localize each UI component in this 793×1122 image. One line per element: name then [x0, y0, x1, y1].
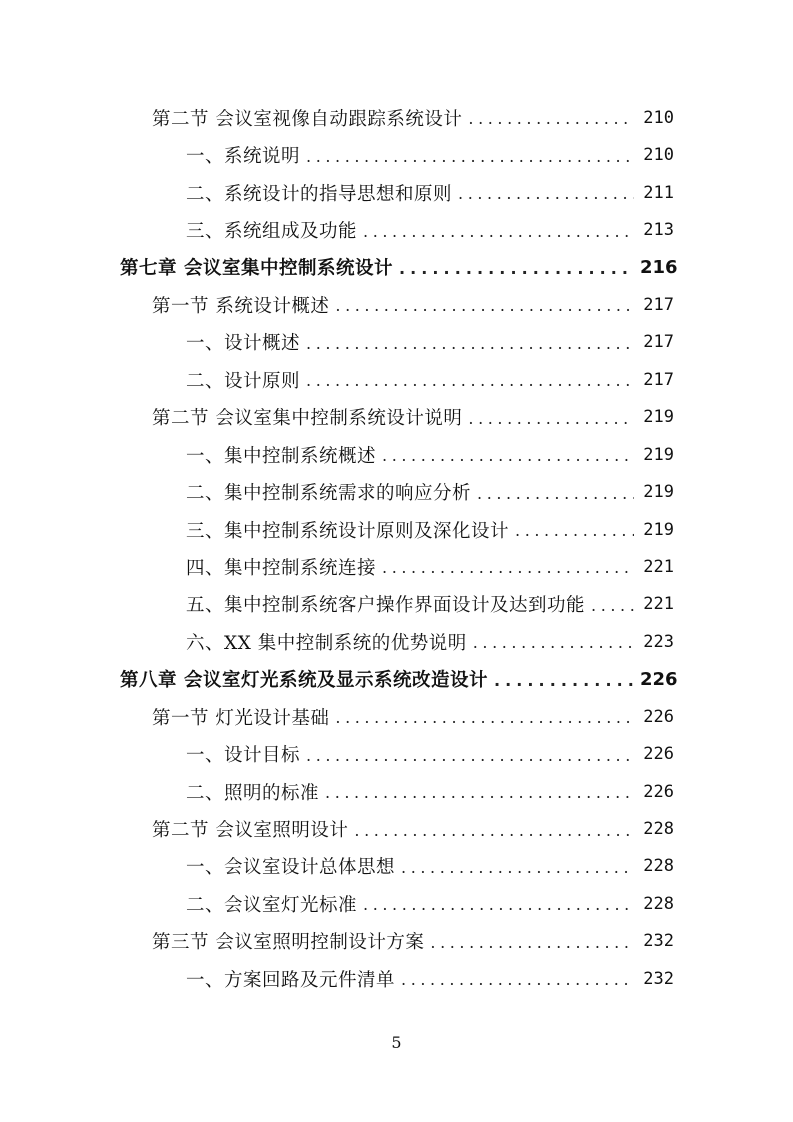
- toc-entry-title: 一、系统说明: [186, 146, 301, 168]
- toc-entry-page: 217: [643, 369, 674, 390]
- toc-leader-dots: [468, 109, 634, 128]
- toc-leader-dots: [399, 259, 634, 278]
- toc-entry-page: 228: [643, 856, 674, 877]
- toc-entry-page: 216: [640, 256, 678, 278]
- toc-leader-dots: [363, 222, 634, 241]
- toc-leader-dots: [335, 708, 634, 727]
- toc-entry[interactable]: [0, 623, 674, 660]
- toc-entry[interactable]: [0, 548, 674, 585]
- toc-entry[interactable]: [0, 735, 674, 772]
- toc-entry-title: 第二节 会议室视像自动跟踪系统设计: [152, 108, 463, 130]
- toc-entry-page: 232: [643, 968, 674, 989]
- toc-leader-dots: [354, 821, 634, 840]
- toc-entry[interactable]: [0, 773, 674, 810]
- toc-entry-page: 219: [643, 444, 674, 465]
- toc-entry-title: 第二节 会议室照明设计: [152, 820, 349, 842]
- toc-leader-dots: [335, 296, 634, 315]
- toc-entry-title: 第一节 灯光设计基础: [152, 707, 330, 729]
- toc-leader-dots: [477, 484, 634, 503]
- toc-entry-title: 二、会议室灯光标准: [186, 894, 358, 916]
- toc-entry[interactable]: [0, 511, 674, 548]
- toc-entry-title: 二、照明的标准: [186, 782, 320, 804]
- toc-entry[interactable]: [0, 324, 674, 361]
- toc-entry-title: 一、设计概述: [186, 333, 301, 355]
- toc-entry-title: 四、集中控制系统连接: [186, 557, 377, 579]
- toc-entry-page: 210: [643, 145, 674, 166]
- toc-entry[interactable]: [0, 136, 674, 173]
- toc-leader-dots: [473, 633, 634, 652]
- toc-leader-dots: [363, 895, 634, 914]
- toc-entry-title: 第七章 会议室集中控制系统设计: [120, 258, 393, 280]
- page-number: 5: [391, 1033, 402, 1052]
- toc-leader-dots: [430, 933, 634, 952]
- toc-entry[interactable]: [0, 923, 674, 960]
- toc-entry-page: 232: [643, 931, 674, 952]
- toc-entry[interactable]: [0, 473, 674, 510]
- toc-entry-page: 217: [643, 294, 674, 315]
- toc-entry-page: 226: [643, 744, 674, 765]
- toc-entry[interactable]: [0, 211, 674, 248]
- toc-entry-page: 219: [643, 407, 674, 428]
- toc-leader-dots: [306, 746, 634, 765]
- toc-chapter-entry[interactable]: [0, 249, 678, 286]
- toc-entry-page: 228: [643, 893, 674, 914]
- toc-entry-title: 第二节 会议室集中控制系统设计说明: [152, 408, 463, 430]
- toc-entry-page: 223: [643, 631, 674, 652]
- toc-entry-page: 217: [643, 332, 674, 353]
- toc-entry[interactable]: [0, 960, 674, 997]
- toc-chapter-entry[interactable]: [0, 661, 678, 698]
- toc-entry-title: 一、设计目标: [186, 745, 301, 767]
- toc-entry-title: 一、方案回路及元件清单: [186, 969, 396, 991]
- toc-leader-dots: [468, 409, 634, 428]
- toc-entry-title: 一、会议室设计总体思想: [186, 857, 396, 879]
- toc-entry-title: 三、系统组成及功能: [186, 221, 358, 243]
- toc-leader-dots: [382, 558, 634, 577]
- toc-leader-dots: [515, 521, 634, 540]
- toc-entry[interactable]: [0, 885, 674, 922]
- toc-entry-title: 第一节 系统设计概述: [152, 295, 330, 317]
- toc-entry-page: 226: [640, 668, 678, 690]
- toc-entry-page: 228: [643, 819, 674, 840]
- toc-entry[interactable]: [0, 174, 674, 211]
- toc-entry-title: 第八章 会议室灯光系统及显示系统改造设计: [120, 670, 488, 692]
- table-of-contents: [0, 99, 793, 998]
- toc-entry[interactable]: [0, 399, 674, 436]
- toc-leader-dots: [306, 371, 634, 390]
- toc-leader-dots: [458, 184, 634, 203]
- toc-entry[interactable]: [0, 436, 674, 473]
- toc-leader-dots: [325, 783, 634, 802]
- toc-entry-title: 五、集中控制系统客户操作界面设计及达到功能: [186, 595, 586, 617]
- toc-leader-dots: [382, 446, 634, 465]
- toc-entry-page: 210: [643, 107, 674, 128]
- toc-leader-dots: [306, 147, 634, 166]
- toc-leader-dots: [591, 596, 634, 615]
- toc-entry-title: 二、集中控制系统需求的响应分析: [186, 483, 472, 505]
- toc-entry-page: 226: [643, 781, 674, 802]
- toc-entry-page: 221: [643, 556, 674, 577]
- toc-entry-title: 三、集中控制系统设计原则及深化设计: [186, 520, 510, 542]
- toc-leader-dots: [494, 671, 634, 690]
- toc-entry[interactable]: [0, 286, 674, 323]
- toc-entry-title: 二、设计原则: [186, 370, 301, 392]
- toc-entry-page: 219: [643, 519, 674, 540]
- toc-entry-title: 第三节 会议室照明控制设计方案: [152, 932, 425, 954]
- toc-entry[interactable]: [0, 99, 674, 136]
- toc-entry-title: 一、集中控制系统概述: [186, 445, 377, 467]
- toc-leader-dots: [401, 858, 634, 877]
- toc-entry[interactable]: [0, 361, 674, 398]
- toc-entry-page: 226: [643, 706, 674, 727]
- toc-entry[interactable]: [0, 586, 674, 623]
- toc-entry-title: 二、系统设计的指导思想和原则: [186, 183, 453, 205]
- toc-entry-page: 221: [643, 594, 674, 615]
- toc-entry[interactable]: [0, 698, 674, 735]
- toc-entry-title: 六、XX 集中控制系统的优势说明: [186, 632, 467, 654]
- toc-entry-page: 213: [643, 220, 674, 241]
- toc-entry[interactable]: [0, 848, 674, 885]
- toc-entry-page: 211: [643, 182, 674, 203]
- toc-leader-dots: [306, 334, 634, 353]
- toc-entry[interactable]: [0, 810, 674, 847]
- toc-entry-page: 219: [643, 482, 674, 503]
- toc-leader-dots: [401, 970, 634, 989]
